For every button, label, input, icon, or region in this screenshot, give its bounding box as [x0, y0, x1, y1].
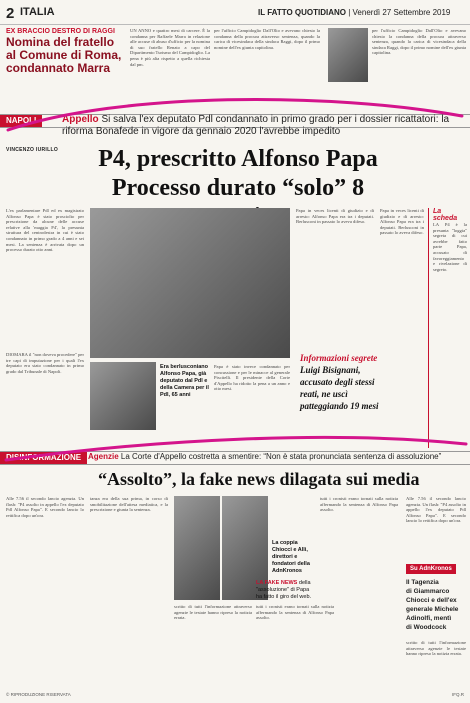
page-header [0, 0, 470, 25]
napoli-summary-text: Si salva l'ex deputato Pdl condannato in primo grado per i dossier ricattatori: la riforma Bonafede in vigore da gennaio 2020 l'avrebbe impedito [62, 114, 450, 137]
scheda-text: LA P4 è la presunta "loggia" segreta di cui avrebbe fatto parte Papa, accusato di favoreggiamento e rivelazione di segreto. [433, 222, 467, 272]
pull-quote-line: Informazioni segrete [300, 353, 378, 363]
byline: VINCENZO IURILLO [6, 147, 59, 153]
main-article-col1: L'ex parlamentare Pdl ed ex magistrato Alfonso Papa è stato prosciolto per prescrizione da alcune delle accuse relative alla 'maggia P4', la presunta struttura del centrodestra in cui è stato condannato in primo grado a 4 anni e sei mesi. La sentenza è arrivata dopo un processo durato otto anni. [6, 208, 84, 253]
photo-caption: Era berlusconiano Alfonso Papa, già deputato dal Pdl e della Camera per il Pdl, 65 anni [160, 364, 209, 398]
main-headline-line2: Processo durato “solo” 8 [111, 175, 365, 201]
top-story-col1: UN ANNO e quattro mesi di carcere. È la condanna per Raffaele Marra in relazione alle accuse di abuso d'ufficio per la nomina di suo fratello Renato a capo del Dipartimento Turismo del Campidoglio. La pena è più alta rispetto a quella richiesta dal pm. [130, 28, 210, 67]
marra-photo [328, 28, 368, 82]
disinfo-label: DISINFORMAZIONE [0, 452, 87, 464]
main-headline-line1: P4, prescritto Alfonso Papa [98, 146, 378, 172]
adnkronos-label: Su AdnKronos [406, 564, 456, 574]
second-article-col5: tutti i cronisti erano tornati sulla notizia affermando la sentenza di Alfonso Papa assolto. [320, 496, 398, 513]
fake-news-label: LA FAKE NEWS [256, 580, 298, 586]
second-photo-caption: La coppia Chiocci e Alli, direttori e fondatori della AdnKronos [272, 540, 310, 574]
napoli-summary [62, 114, 462, 138]
top-story-col2: per l'ufficio Campidoglio Dall'Olio e avevano chiesto la condanna della procura attraverso sentenza, quando la carica di vicesindaca della sindaca Raggi, dopo il primo nomine dell'ex giunta capitolina. [214, 28, 320, 50]
chiocci-photo [174, 496, 220, 600]
pull-quote [300, 352, 380, 412]
adnkronos-box [406, 578, 466, 632]
main-article-col1b: DIOMARA il "non doveva procedere" per tre capi di imputazione per i quali l'ex deputato era stato condannato in primo grado dal Tribunale di Napoli. [6, 352, 84, 374]
page-number: 2 [6, 5, 15, 22]
publication-line: IL FATTO QUOTIDIANO | Venerdì 27 Settembre 2019 [258, 8, 451, 17]
adnkronos-line: generale Michele [406, 606, 459, 613]
top-story-headline: Nomina del fratello al Comune di Roma, condannato Marra [6, 35, 122, 75]
main-article-col4: Papa in veces licenti di giudizio e di arresto: Alfonso Papa era tra i deputati. Berlusconi in passato lo aveva difeso. [380, 208, 424, 236]
scheda-box [428, 208, 467, 448]
second-article-col4: tutti i cronisti erano tornati sulla notizia affermando la sentenza di Alfonso Papa assolto. [256, 604, 334, 621]
issue-date: Venerdì 27 Settembre 2019 [352, 8, 451, 17]
disinfo-summary-keyword: Agenzie [88, 452, 119, 461]
papa-small-photo [90, 362, 156, 430]
pull-quote-line: patteggiando 19 mesi [300, 401, 379, 411]
second-article-col3: scritto di tutti l'informazione attraverso agenzie le testate hanno ripreso la notizia errata. [174, 604, 252, 621]
disinfo-summary [88, 451, 468, 463]
adnkronos-line: di Giammarco [406, 588, 450, 595]
publication-name: IL FATTO QUOTIDIANO [258, 8, 346, 17]
second-article-col6: Alle 7.56 il secondo lancio agenzia. Un flash: "P4 assolto in appello l'ex deputato Pdl Alfonso Papa". E secondo lancio lo rettifica dopo un'ora. [406, 496, 466, 524]
main-article-col2: Papa è stato invece condannato per concussione e per le minacce al generale Piscitelli. Il presidente della Corte d'Appello ha ridotto la pena a un anno e otto mesi. [214, 364, 290, 392]
pull-quote-line: reati, ne uscì [300, 389, 348, 399]
napoli-label: NAPOLI [0, 115, 42, 127]
section-name: ITALIA [20, 6, 55, 18]
disinfo-summary-text: La Corte d'Appello costretta a smentire: “Non è stata pronunciata sentenza di assoluzione” [120, 452, 442, 461]
fake-news-text: della "assoluzione" di Papa ha fatto il giro del web. [256, 580, 312, 600]
adnkronos-line: Il Tagenzia [406, 579, 439, 586]
adnkronos-line: Chiocci e dell'ex [406, 597, 457, 604]
footer-tag: IFQ.R [452, 692, 464, 697]
main-article-col3: Papa in veces licenti di giudizio e di arresto: Alfonso Papa era tra i deputati. Berlusconi in passato lo aveva difeso. [296, 208, 374, 225]
papa-photo [90, 208, 290, 358]
adnkronos-line: di Woodcock [406, 624, 447, 631]
second-article-col1: Alle 7.56 il secondo lancio agenzia. Un flash: "P4 assolto in appello l'ex deputato Pdl Alfonso Papa". E secondo lancio lo rettifica dopo un'ora. [6, 496, 84, 518]
copyright-note: © RIPRODUZIONE RISERVATA [6, 692, 71, 697]
adnkronos-line: Adinolfi, mentì [406, 615, 452, 622]
top-story-col3: per l'ufficio Campidoglio Dall'Olio e avevano chiesto la condanna della procura attraverso sentenza, quando la carica di vicesindaca della sindaca Raggi, dopo il primo nomine dell'ex giunta capitolina. [372, 28, 466, 56]
fake-news-box [256, 580, 316, 601]
top-story-kicker: EX BRACCIO DESTRO DI RAGGI [6, 28, 115, 35]
pull-quote-line: accusato degli stessi [300, 377, 375, 387]
scheda-label: La scheda [433, 208, 458, 222]
second-article-col7: scritto di tutti l'informazione attraverso agenzie le testate hanno ripreso la notizia errata. [406, 640, 466, 657]
napoli-summary-keyword: Appello [62, 114, 99, 125]
second-article-col2: tanza era della sua prima, in corso di smobilitazione dell'attesa mediatica, e la prescrizione e giunta la sentenza. [90, 496, 168, 513]
pull-quote-line: Luigi Bisignani, [300, 365, 361, 375]
second-headline: “Assolto”, la fake news dilagata sui media [98, 469, 420, 489]
